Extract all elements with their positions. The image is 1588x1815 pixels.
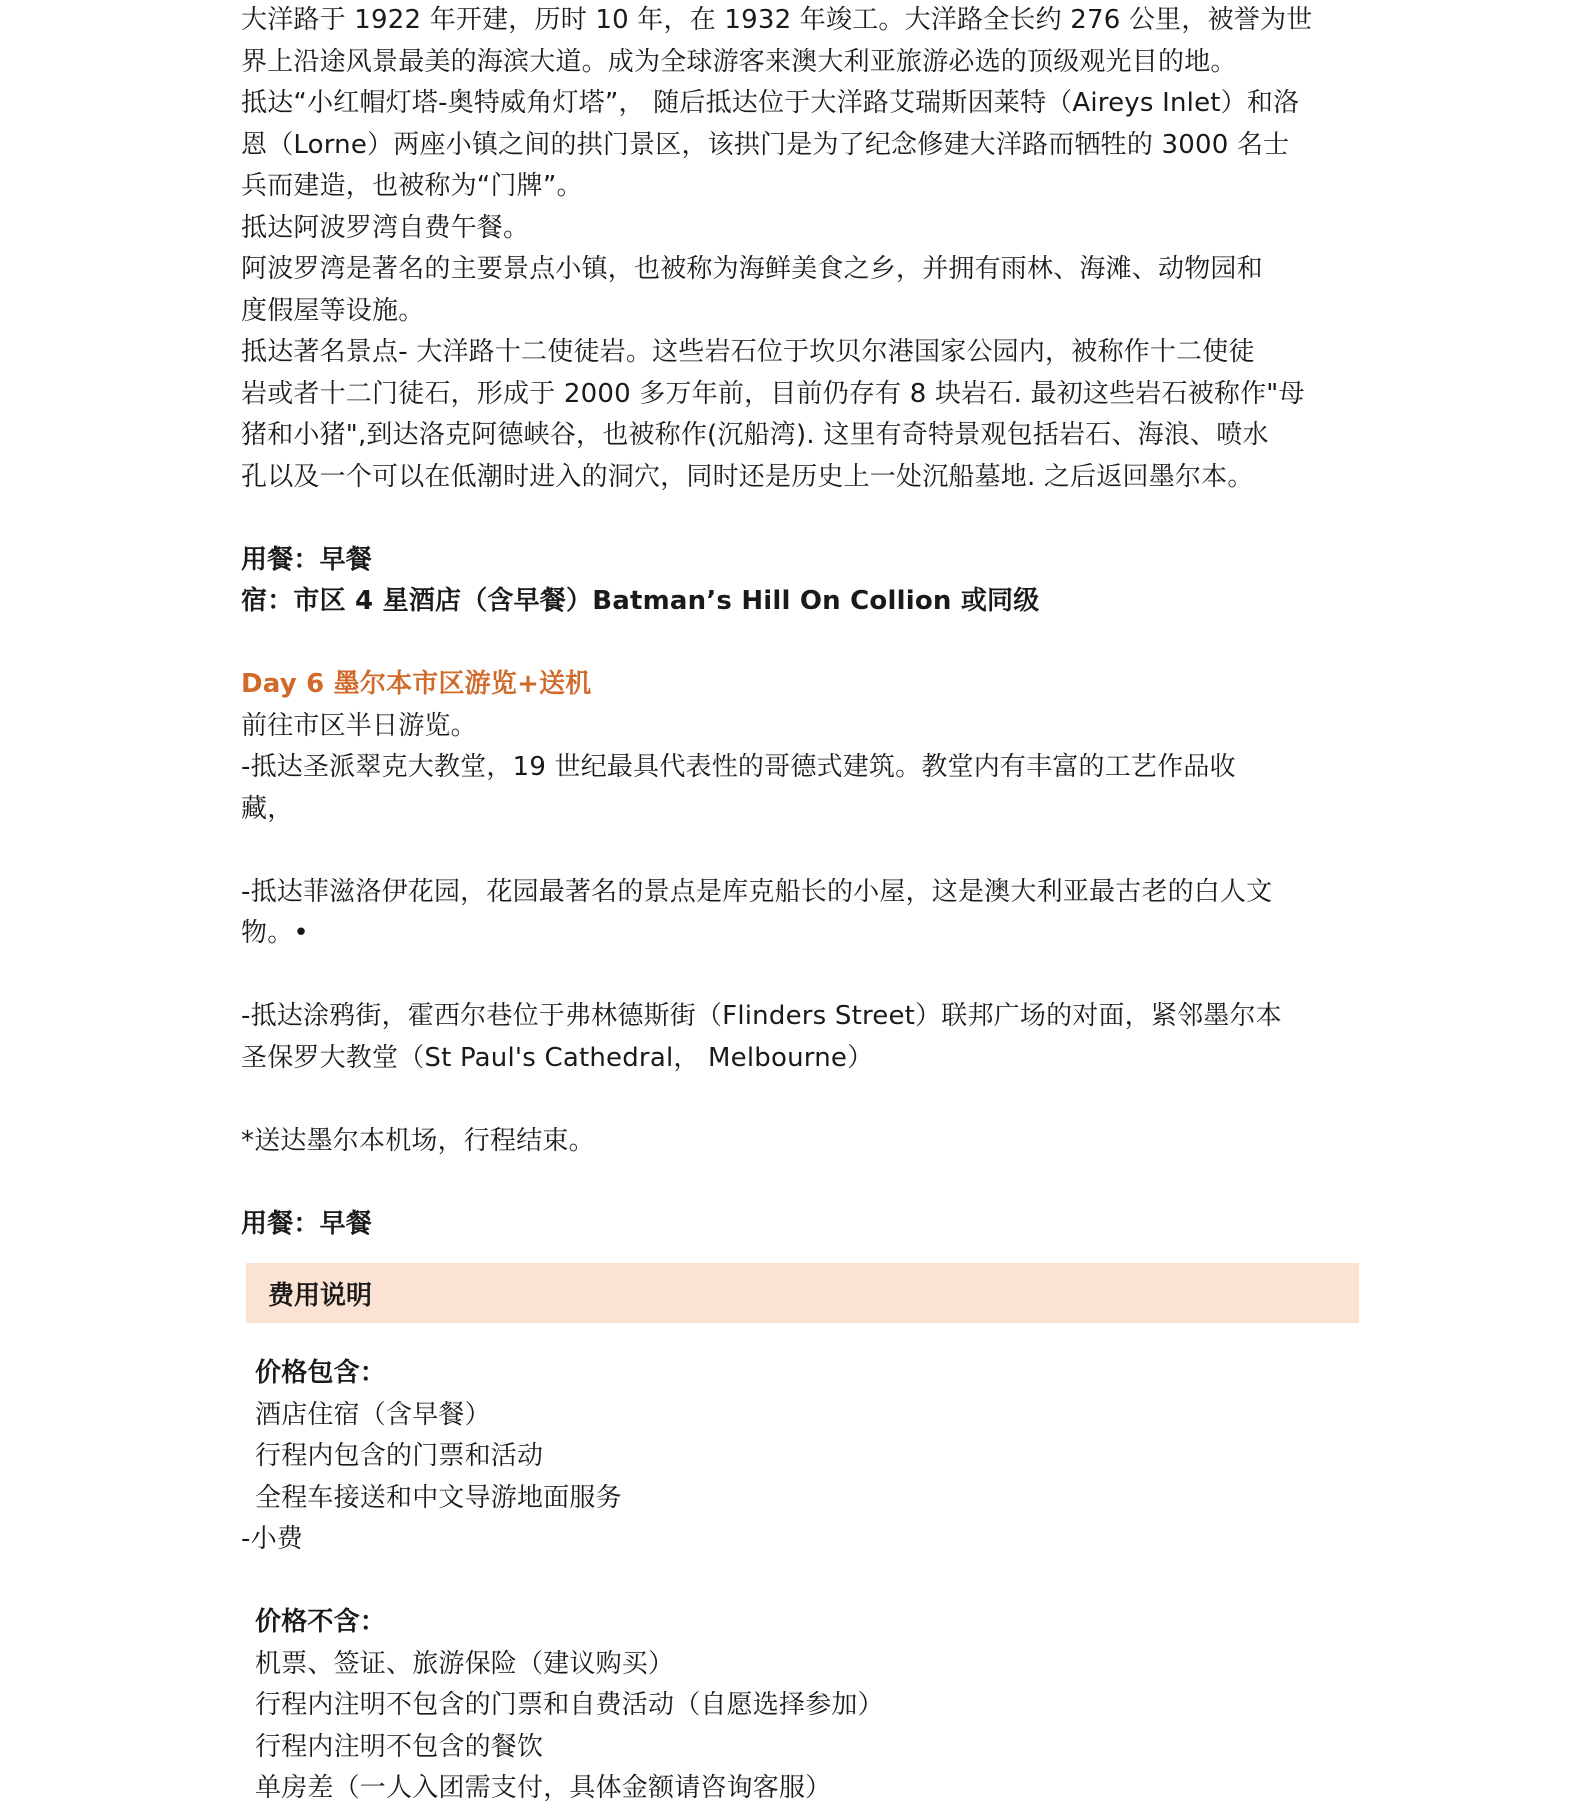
day6-title: Day 6 墨尔本市区游览+送机	[241, 669, 592, 699]
text-line: 界上沿途风景最美的海滨大道。成为全球游客来澳大利亚旅游必选的顶级观光目的地。	[241, 46, 1237, 77]
text-line	[241, 830, 1371, 872]
text-line	[241, 1162, 1371, 1204]
text-line: -抵达涂鸦街，霍西尔巷位于弗林德斯街（Flinders Street）联邦广场的对面，紧邻墨尔本	[241, 1001, 1282, 1031]
text-line: 藏，	[241, 793, 294, 824]
text-line: *送达墨尔本机场，行程结束。	[241, 1125, 595, 1156]
text-line: 阿波罗湾是著名的主要景点小镇，也被称为海鲜美食之乡，并拥有雨林、海滩、动物园和	[241, 254, 1263, 284]
excluded-title: 价格不含：	[255, 1607, 387, 1637]
excluded-item: 机票、签证、旅游保险（建议购买）	[255, 1648, 675, 1679]
included-item: 全程车接送和中文导游地面服务	[255, 1482, 622, 1513]
text-line: 度假屋等设施。	[241, 295, 425, 326]
text-line	[241, 1079, 1371, 1121]
text-line: 抵达著名景点- 大洋路十二使徒岩。这些岩石位于坎贝尔港国家公园内，被称作十二使徒	[241, 337, 1255, 367]
included-title: 价格包含：	[255, 1358, 387, 1388]
excluded-item: 行程内注明不包含的门票和自费活动（自愿选择参加）	[255, 1690, 884, 1720]
text-line: 岩或者十二门徒石，形成于 2000 多万年前，目前仍存有 8 块岩石. 最初这些岩石被称作"母	[241, 378, 1305, 409]
day5-meal: 用餐：早餐	[241, 544, 373, 575]
spacer	[241, 623, 1371, 665]
text-line: 孔以及一个可以在低潮时进入的洞穴，同时还是历史上一处沉船墓地. 之后返回墨尔本。	[241, 461, 1254, 492]
spacer	[241, 1561, 1371, 1603]
day6-meal: 用餐：早餐	[241, 1208, 373, 1239]
itinerary-document	[241, 0, 1371, 1810]
text-line: 兵而建造，也被称为“门牌”。	[241, 171, 583, 201]
day6-description	[241, 706, 1371, 1204]
text-line: -抵达圣派翠克大教堂，19 世纪最具代表性的哥德式建筑。教堂内有丰富的工艺作品收	[241, 752, 1236, 782]
text-line: 大洋路于 1922 年开建，历时 10 年，在 1932 年竣工。大洋路全长约 276 公里，被誉为世	[241, 5, 1313, 35]
included-item: -小费	[241, 1524, 303, 1554]
text-line: 猪和小猪",到达洛克阿德峡谷，也被称作(沉船湾). 这里有奇特景观包括岩石、海浪、喷水	[241, 420, 1269, 450]
fees-included	[241, 1353, 1371, 1561]
spacer	[241, 498, 1371, 540]
text-line: 前往市区半日游览。	[241, 710, 477, 741]
fees-header-label: 费用说明	[268, 1280, 373, 1311]
text-line: 物。•	[241, 918, 309, 948]
fees-excluded	[241, 1602, 1371, 1810]
spacer	[241, 1323, 1371, 1353]
text-line	[241, 955, 1371, 997]
excluded-item: 单房差（一人入团需支付，具体金额请咨询客服）	[255, 1773, 832, 1803]
included-item: 行程内包含的门票和活动	[255, 1441, 544, 1471]
text-line: -抵达菲滋洛伊花园，花园最著名的景点是库克船长的小屋，这是澳大利亚最古老的白人文	[241, 876, 1273, 907]
fees-section-header	[246, 1263, 1359, 1323]
text-line: 抵达“小红帽灯塔-奥特威角灯塔”， 随后抵达位于大洋路艾瑞斯因莱特（Aireys Inlet）和洛	[241, 88, 1300, 118]
included-item: 酒店住宿（含早餐）	[255, 1399, 491, 1430]
excluded-item: 行程内注明不包含的餐饮	[255, 1731, 544, 1762]
text-line: 恩（Lorne）两座小镇之间的拱门景区，该拱门是为了纪念修建大洋路而牺牲的 3000 名士	[241, 129, 1290, 160]
day5-hotel: 宿：市区 4 星酒店（含早餐）Batman’s Hill On Collion 或同级	[241, 586, 1040, 616]
text-line: 抵达阿波罗湾自费午餐。	[241, 212, 530, 243]
intro-paragraph	[241, 0, 1371, 498]
text-line: 圣保罗大教堂（St Paul's Cathedral， Melbourne）	[241, 1042, 874, 1073]
